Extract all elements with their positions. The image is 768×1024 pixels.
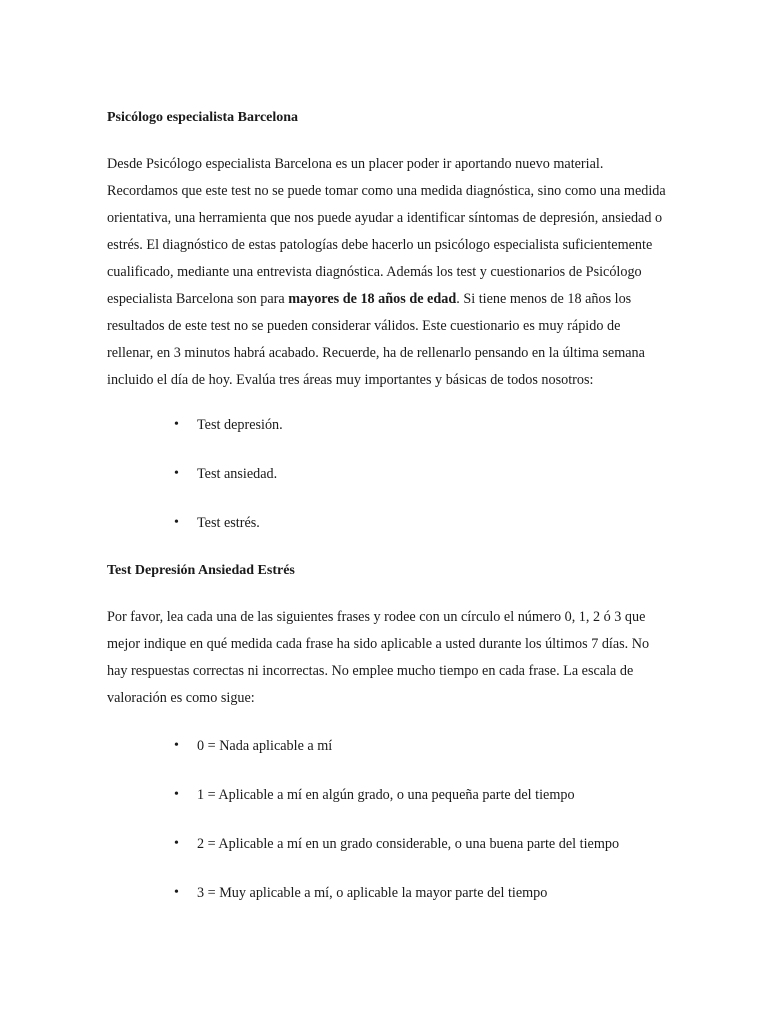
scale-item-label: 3 = Muy aplicable a mí, o aplicable la mayor parte del tiempo <box>197 885 548 901</box>
bullet-icon: • <box>174 417 179 432</box>
scale-item-label: 1 = Aplicable a mí en algún grado, o una pequeña parte del tiempo <box>197 787 575 803</box>
list-item <box>107 736 667 756</box>
list-item <box>107 464 667 484</box>
intro-text-end: . Si tiene menos de 18 años los resultados de este test no se pueden considerar válidos. Este cuestionario es muy rápido de rellenar, en 3 minutos habrá acabado. Recuerde, ha de rellenarlo pensando en la última semana incluido el día de hoy. Evalúa tres áreas muy importantes y básicas de todos nosotros: <box>107 291 645 388</box>
scale-item-label: 2 = Aplicable a mí en un grado considerable, o una buena parte del tiempo <box>197 836 620 852</box>
document-page <box>107 108 667 903</box>
areas-list <box>107 415 667 533</box>
instructions-paragraph: Por favor, lea cada una de las siguientes frases y rodee con un círculo el número 0, 1, 2 ó 3 que mejor indique en qué medida cada frase ha sido aplicable a usted durante los últimos 7 días. No hay respuestas correctas ni incorrectas. No emplee mucho tiempo en cada frase. La escala de valoración es como sigue: <box>107 609 650 706</box>
list-item <box>107 785 667 805</box>
bullet-icon: • <box>174 885 179 900</box>
bullet-icon: • <box>174 836 179 851</box>
list-item-label: Test estrés. <box>197 515 260 531</box>
bullet-icon: • <box>174 466 179 481</box>
intro-paragraph <box>107 151 667 394</box>
list-item <box>107 834 667 854</box>
intro-bold-age: mayores de 18 años de edad <box>288 291 457 307</box>
bullet-icon: • <box>174 515 179 530</box>
list-item-label: Test ansiedad. <box>197 466 278 482</box>
bullet-icon: • <box>174 787 179 802</box>
section-heading-psicologo: Psicólogo especialista Barcelona <box>107 110 299 125</box>
list-item <box>107 883 667 903</box>
list-item-label: Test depresión. <box>197 417 283 433</box>
scale-list <box>107 736 667 903</box>
section-heading-test: Test Depresión Ansiedad Estrés <box>107 563 295 578</box>
list-item <box>107 415 667 435</box>
list-item <box>107 513 667 533</box>
scale-item-label: 0 = Nada aplicable a mí <box>197 738 333 754</box>
bullet-icon: • <box>174 738 179 753</box>
intro-text-start: Desde Psicólogo especialista Barcelona es un placer poder ir aportando nuevo material. Recordamos que este test no se puede tomar como una medida diagnóstica, sino como una medida orientativa, una herramienta que nos puede ayudar a identificar síntomas de depresión, ansiedad o estrés. El diagnóstico de estas patologías debe hacerlo un psicólogo especialista suficientemente cualificado, mediante una entrevista diagnóstica. Además los test y cuestionarios de Psicólogo especialista Barcelona son para <box>107 156 666 307</box>
